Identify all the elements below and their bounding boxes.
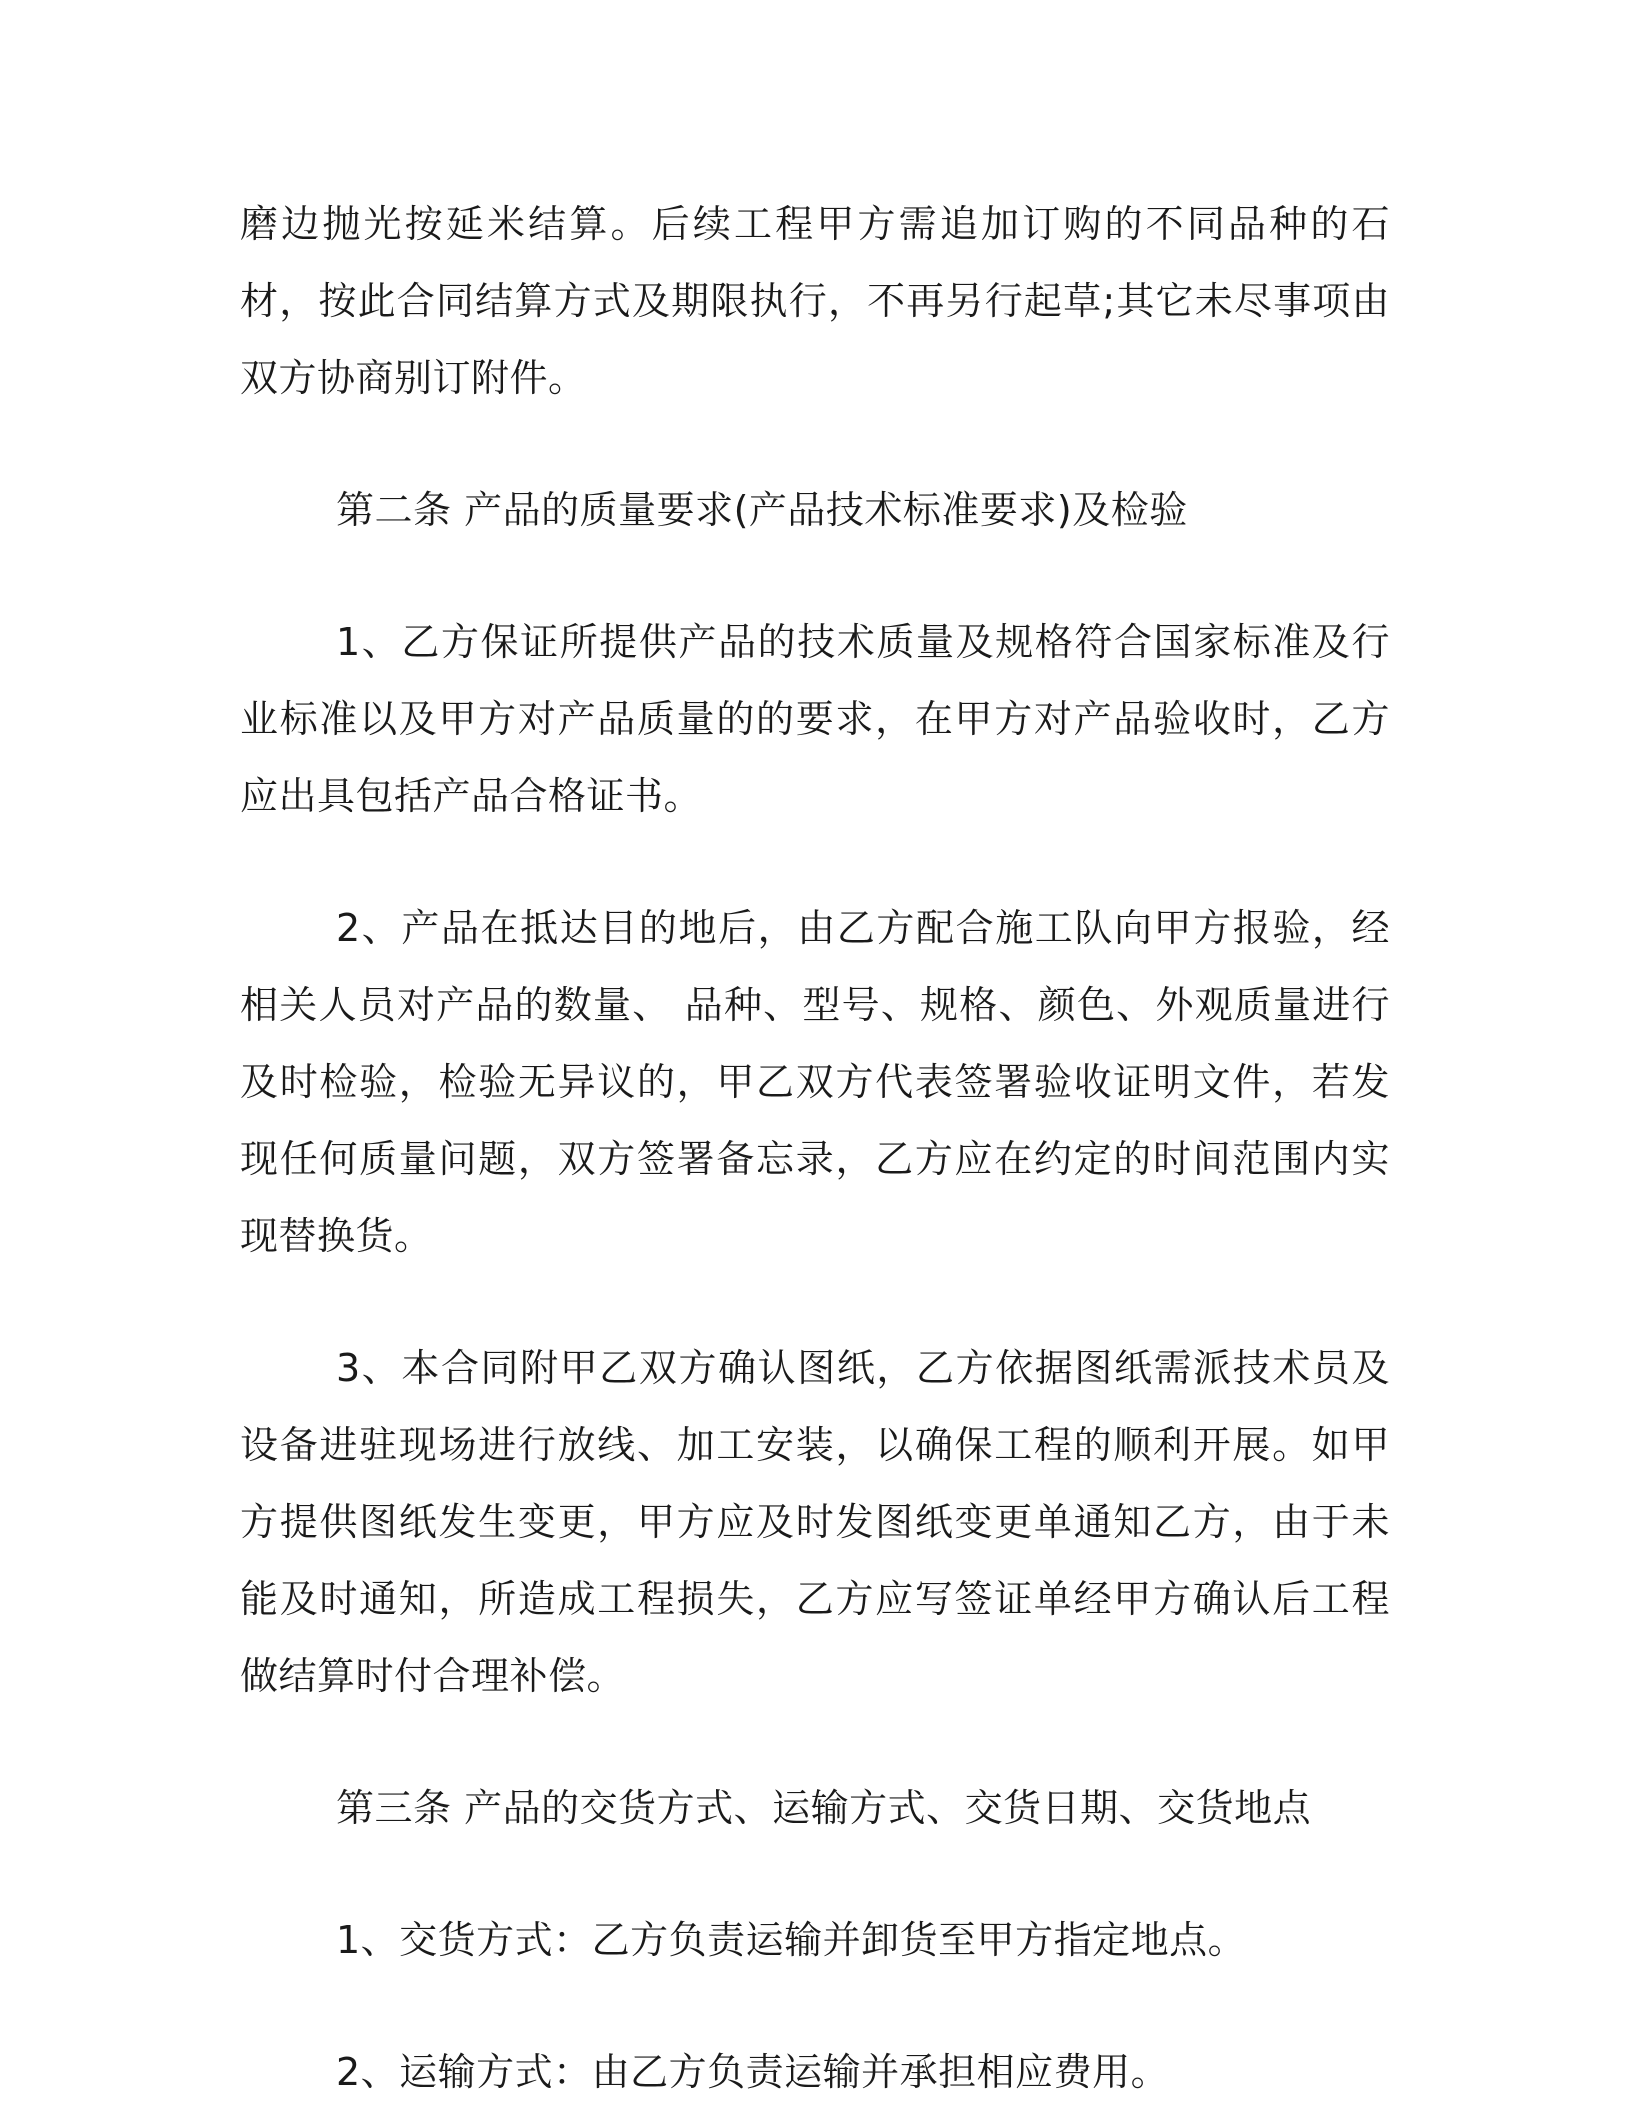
paragraph-article-2-item-1: 1、乙方保证所提供产品的技术质量及规格符合国家标准及行业标准以及甲方对产品质量的的要求，在甲方对产品验收时，乙方应出具包括产品合格证书。 (240, 620, 1390, 818)
paragraph-article-2-item-3: 3、本合同附甲乙双方确认图纸，乙方依据图纸需派技术员及设备进驻现场进行放线、加工安装，以确保工程的顺利开展。如甲方提供图纸发生变更，甲方应及时发图纸变更单通知乙方，由于未能及时通知，所造成工程损失，乙方应写签证单经甲方确认后工程做结算时付合理补偿。 (240, 1346, 1390, 1698)
paragraph-article-3-item-1: 1、交货方式：乙方负责运输并卸货至甲方指定地点。 (336, 1918, 1247, 1962)
paragraph-settlement-continuation: 磨边抛光按延米结算。后续工程甲方需追加订购的不同品种的石材，按此合同结算方式及期限执行，不再另行起草;其它未尽事项由双方协商别订附件。 (240, 202, 1390, 400)
heading-article-2: 第二条 产品的质量要求(产品技术标准要求)及检验 (336, 488, 1188, 532)
paragraph-article-3-item-2: 2、运输方式：由乙方负责运输并承担相应费用。 (336, 2050, 1170, 2094)
heading-article-3: 第三条 产品的交货方式、运输方式、交货日期、交货地点 (336, 1786, 1312, 1830)
document-page (240, 186, 1390, 2111)
paragraph-article-2-item-2: 2、产品在抵达目的地后，由乙方配合施工队向甲方报验，经相关人员对产品的数量、 品种、型号、规格、颜色、外观质量进行及时检验，检验无异议的，甲乙双方代表签署验收证明文件，若发现任何质量问题，双方签署备忘录，乙方应在约定的时间范围内实现替换货。 (240, 906, 1390, 1258)
